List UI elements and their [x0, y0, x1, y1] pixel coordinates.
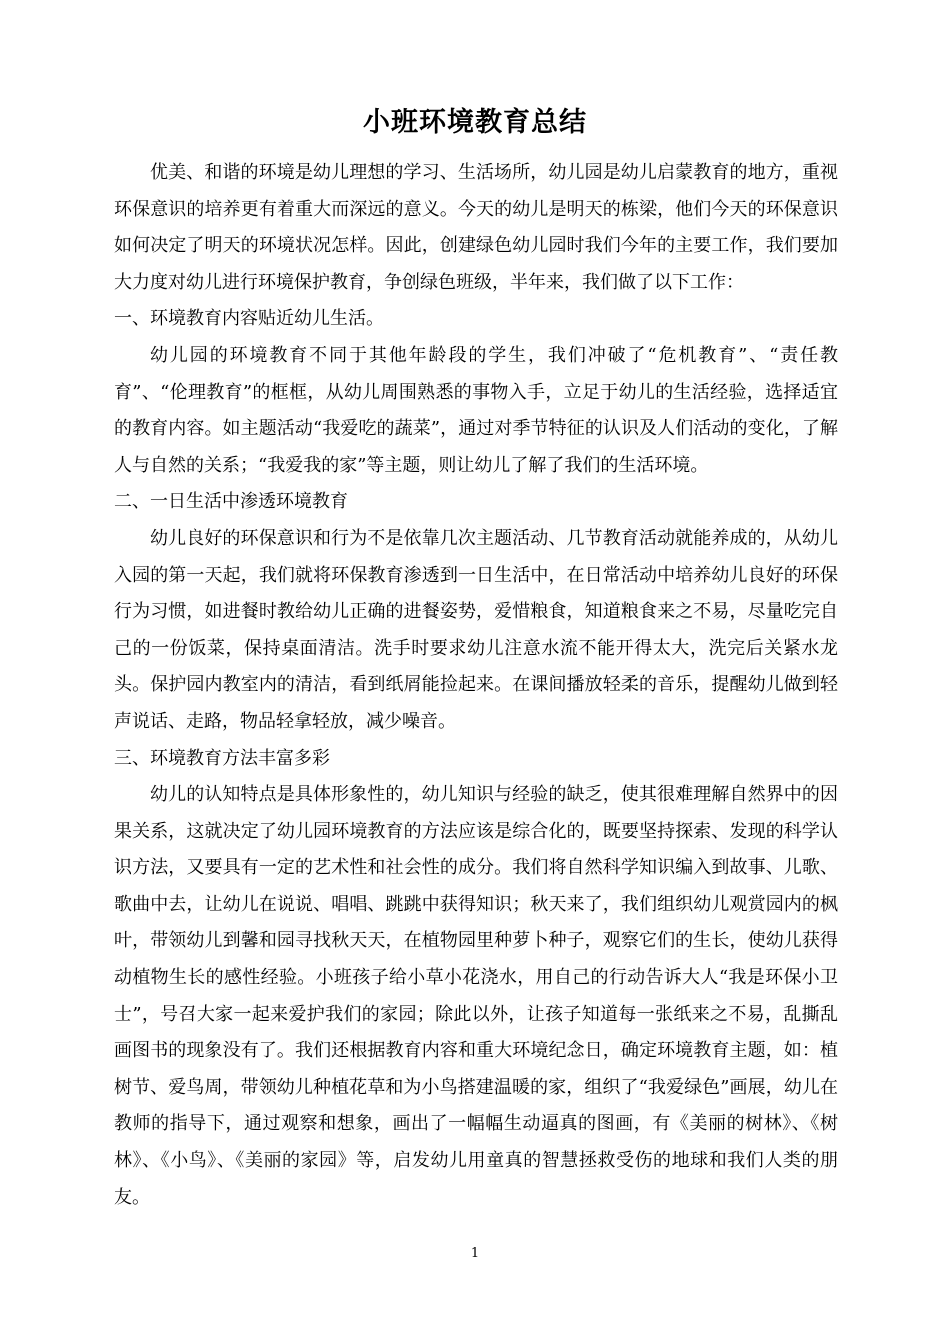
section-heading-3: 三、环境教育方法丰富多彩	[114, 747, 330, 769]
paragraph-section-2: 幼儿良好的环保意识和行为不是依靠几次主题活动、几节教育活动就能养成的，从幼儿入园的第一天起，我们就将环保教育渗透到一日生活中，在日常活动中培养幼儿良好的环保行为习惯，如进餐时教给幼儿正确的进餐姿势，爱惜粮食，知道粮食来之不易，尽量吃完自己的一份饭菜，保持桌面清洁。洗手时要求幼儿注意水流不能开得太大，洗完后关紧水龙头。保护园内教室内的清洁，看到纸屑能捡起来。在课间播放轻柔的音乐，提醒幼儿做到轻声说话、走路，物品轻拿轻放，减少噪音。	[114, 527, 838, 732]
document-title: 小班环境教育总结	[363, 107, 587, 138]
document-body	[114, 155, 838, 1216]
page-number: 1	[470, 1246, 480, 1261]
section-heading-2: 二、一日生活中渗透环境教育	[114, 491, 348, 513]
paragraph-intro: 优美、和谐的环境是幼儿理想的学习、生活场所，幼儿园是幼儿启蒙教育的地方，重视环保意识的培养更有着重大而深远的意义。今天的幼儿是明天的栋梁，他们今天的环保意识如何决定了明天的环境状况怎样。因此，创建绿色幼儿园时我们今年的主要工作，我们要加大力度对幼儿进行环境保护教育，争创绿色班级，半年来，我们做了以下工作：	[114, 162, 838, 293]
paragraph-section-3: 幼儿的认知特点是具体形象性的，幼儿知识与经验的缺乏，使其很难理解自然界中的因果关系，这就决定了幼儿园环境教育的方法应该是综合化的，既要坚持探索、发现的科学认识方法，又要具有一定的艺术性和社会性的成分。我们将自然科学知识编入到故事、儿歌、歌曲中去，让幼儿在说说、唱唱、跳跳中获得知识；秋天来了，我们组织幼儿观赏园内的枫叶，带领幼儿到馨和园寻找秋天天，在植物园里种萝卜种子，观察它们的生长，使幼儿获得动植物生长的感性经验。小班孩子给小草小花浇水，用自己的行动告诉大人“我是环保小卫士”，号召大家一起来爱护我们的家园；除此以外，让孩子知道每一张纸来之不易，乱撕乱画图书的现象没有了。我们还根据教育内容和重大环境纪念日，确定环境教育主题，如：植树节、爱鸟周，带领幼儿种植花草和为小鸟搭建温暖的家，组织了“我爱绿色”画展，幼儿在教师的指导下，通过观察和想象，画出了一幅幅生动逼真的图画，有《美丽的树林》、《树林》、《小鸟》、《美丽的家园》等，启发幼儿用童真的智慧拯救受伤的地球和我们人类的朋友。	[114, 784, 838, 1208]
section-heading-1: 一、环境教育内容贴近幼儿生活。	[114, 308, 384, 330]
paragraph-section-1: 幼儿园的环境教育不同于其他年龄段的学生，我们冲破了“危机教育”、“责任教育”、“伦理教育”的框框，从幼儿周围熟悉的事物入手，立足于幼儿的生活经验，选择适宜的教育内容。如主题活动“我爱吃的蔬菜”，通过对季节特征的认识及人们活动的变化，了解人与自然的关系；“我爱我的家”等主题，则让幼儿了解了我们的生活环境。	[114, 344, 838, 476]
